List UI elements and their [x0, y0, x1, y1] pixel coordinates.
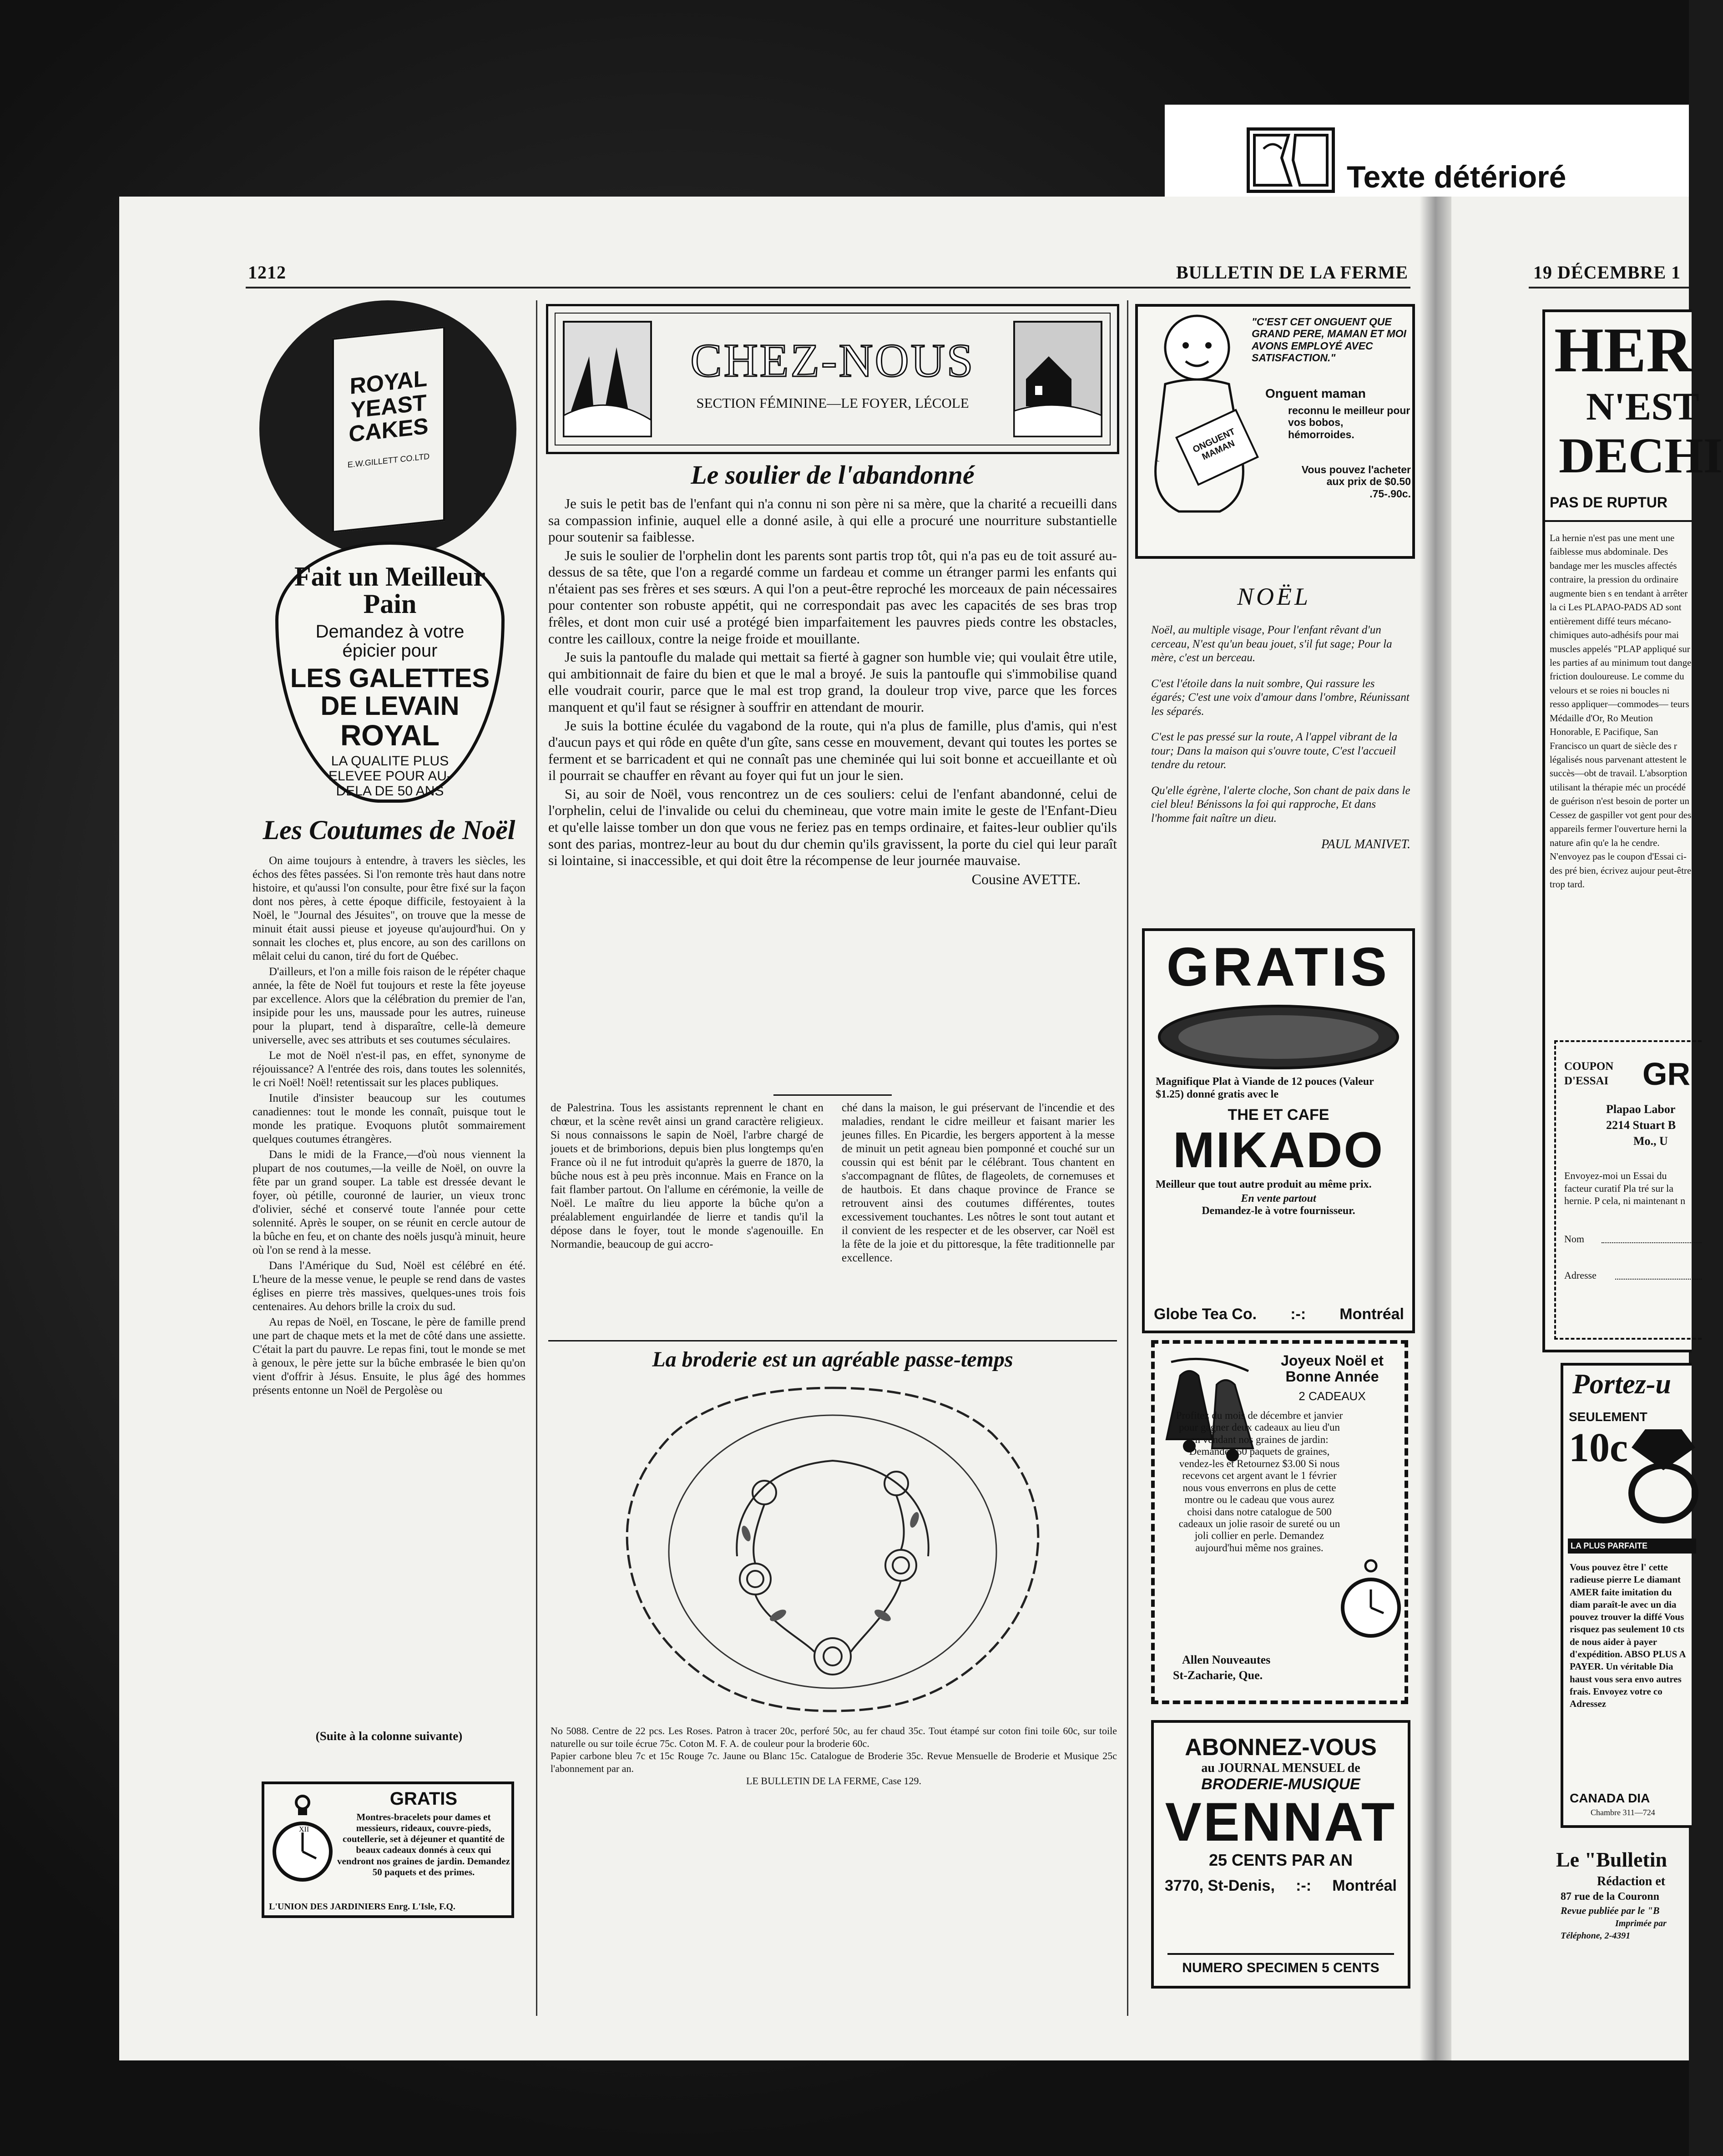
- bulletin-line: 87 rue de la Couronn: [1561, 1891, 1659, 1903]
- vennat-address: 3770, St-Denis,: [1165, 1877, 1275, 1894]
- pocket-watch-icon: [271, 1792, 334, 1897]
- hernie-title-2: N'EST: [1586, 385, 1699, 428]
- onguent-quote: "C'EST CET ONGUENT QUE GRAND PERE, MAMAN ET MOI AVONS EMPLOYÉ AVEC SATISFACTION.": [1252, 316, 1406, 364]
- portez-ad: [1561, 1363, 1692, 1828]
- gratis-watch-title: GRATIS: [389, 1789, 458, 1809]
- coupon-adresse-field[interactable]: [1615, 1279, 1702, 1280]
- royal-brand-1: LES GALETTES: [290, 663, 490, 693]
- joyeux-subtitle: 2 CADEAUX: [1299, 1389, 1366, 1403]
- vennat-city: Montréal: [1332, 1877, 1397, 1894]
- portez-company: CANADA DIA: [1570, 1791, 1650, 1805]
- vennat-separator: :-:: [1296, 1877, 1312, 1894]
- joyeux-city: St-Zacharie, Que.: [1173, 1669, 1263, 1682]
- hernie-title-3: DECHI: [1559, 428, 1723, 483]
- coutumes-paragraph: Inutile d'insister beaucoup sur les coutumes canadiennes: tout le monde les connaît, puisque tout le monde les pratique. Evoquons plutôt sommairement quelques coutumes étrangères.: [253, 1092, 525, 1145]
- royal-ad-egg: [275, 542, 505, 803]
- portez-band: LA PLUS PARFAITE: [1568, 1539, 1696, 1554]
- coutumes-paragraph: Le mot de Noël n'est-il pas, en effet, synonyme de réjouissance? A l'entrée des rois, dans toutes les solennités, le cri Noël! Noël! retentissait sur les places publiques.: [253, 1049, 525, 1089]
- vennat-line2: au JOURNAL MENSUEL de: [1201, 1761, 1360, 1775]
- royal-tagline: LA QUALITE PLUS ELEVEE POUR AU-DELA DE 50 ANS: [328, 753, 452, 799]
- hernie-ad: [1542, 309, 1723, 1352]
- mikado-sold: En vente partout: [1241, 1193, 1316, 1205]
- coutumes-paragraph: D'ailleurs, et l'on a mille fois raison de le répéter chaque année, la fête de Noël fut toujours et reste la fête joyeuse par excellence. Alors que la célébration du premier de l'an, insipide pour les uns, maussade pour les autres, ruineuse pour la plupart, tend à disparaître, celle-là demeure universelle, avec ses attributs et ses coutumes séculaires.: [253, 966, 525, 1046]
- bulletin-line: Revue publiée par le "B: [1561, 1905, 1660, 1916]
- soulier-article: [548, 460, 1117, 1092]
- gratis-watch-ad: [262, 1781, 514, 1918]
- damaged-page-icon: [1247, 127, 1335, 193]
- hernie-title-1: HER: [1554, 315, 1693, 385]
- column-divider: [1127, 300, 1128, 2016]
- mikado-gratis-title: GRATIS: [1166, 936, 1391, 997]
- coutumes-title: Les Coutumes de Noël: [263, 815, 515, 845]
- publication-name: BULLETIN DE LA FERME: [1176, 262, 1409, 283]
- header-rule-right: [1529, 287, 1689, 288]
- bulletin-line: Téléphone, 2-4391: [1561, 1931, 1631, 1941]
- column-divider: [536, 300, 537, 2016]
- noel-poem: [1137, 582, 1410, 919]
- mikado-offer: Magnifique Plat à Viande de 12 pouces (Valeur $1.25) donné gratis avec le: [1156, 1076, 1374, 1100]
- onguent-maman-ad: [1135, 304, 1415, 559]
- broderie-caption-supplies: Papier carbone bleu 7c et 15c Rouge 7c. Jaune ou Blanc 15c. Catalogue de Broderie 35c. Revue Mensuelle de Broderie et Musique 25c l'abonnement par an.: [551, 1750, 1117, 1774]
- broderie-title: La broderie est un agréable passe-temps: [652, 1347, 1013, 1372]
- mikado-product: THE ET CAFE: [1228, 1106, 1329, 1124]
- diamond-ring-icon: [1627, 1416, 1700, 1525]
- portez-seulement: SEULEMENT: [1569, 1410, 1647, 1424]
- poem-stanza: Qu'elle égrène, l'alerte cloche, Son chant de paix dans le ciel bleu! Bénissons la foi qui rapproche, Et dans l'homme fait naître un dieu.: [1151, 784, 1410, 825]
- coutumes-body: [253, 854, 525, 1397]
- vennat-line3: BRODERIE-MUSIQUE: [1201, 1776, 1360, 1793]
- soulier-signature: Cousine AVETTE.: [971, 870, 1081, 887]
- royal-headline: Fait un Meilleur Pain: [294, 562, 485, 619]
- coutumes-paragraph: On aime toujours à entendre, à travers les siècles, les échos des fêtes passées. Si l'on remonte très haut dans notre histoire, et qu'aussi l'on consulte, pour être fixé sur la façon dont nos pères, à cette époque difficile, festoyaient à la Noël, le "Journal des Jésuites", on trouve que la messe de minuit était aussi pieuse et joyeuse qu'aujourd'hui. On y sonnait les cloches et, plus encore, au son des carillons on mêlait celui du canon, tiré du fort de Québec.: [253, 855, 525, 962]
- meat-platter-icon: [1156, 1003, 1401, 1071]
- hernie-text: La hernie n'est pas une ment une faiblesse mus abdominale. Des bandage mer les muscles affectés contraire, la pression du ordinaire augmente bien s en tendant à arrêter la ci Les PLAPAO-PADS AD sont entièrement diffé teurs mécano-chimiques auto-adhésifs pour mai muscles appelés "PLAP appliqué sur les parties af au minimum tout dange friction douloureuse. Le comme du velours et se roies ni boucles ni resso appliquer—commodes— teurs Médaille d'Or, Ro Meution Honorable, E Pacifique, San Francisco un quart de siècle des r légalisés nous parvenant attestent le succès—obt de travail. L'absorption utilisant la thérapie méc un procédé de guérison n'est besoin de porter un Cessez de gaspiller vot gent pour des appareils fermer l'ouverture herni la nature afin qu'e la he cendre. N'envoyez pas le coupon d'Essai ci-des pré bien, écrivez aujour peut-être trop tard.: [1550, 532, 1692, 890]
- coupon-nom-label: Nom: [1564, 1233, 1584, 1245]
- jar-label: ONGUENT MAMAN: [1191, 426, 1237, 462]
- coutumes-article: [253, 815, 525, 1720]
- joyeux-noel-ad: [1151, 1340, 1408, 1704]
- chez-nous-title: CHEZ-NOUS: [690, 334, 975, 387]
- bulletin-line: Rédaction et: [1597, 1874, 1666, 1888]
- joyeux-title: Joyeux Noël et Bonne Année: [1281, 1352, 1384, 1385]
- soulier-paragraph: Si, au soir de Noël, vous rencontrez un de ces souliers: celui de l'enfant abandonné, celui de l'orphelin, celui de l'invalide ou celui du chemineau, que votre main imite le geste de l'Enfant-Dieu et qu'elle laisse tomber un don que vous ne feriez pas en temps ordinaire, et faites-leur oublier qu'ils sont des parias, montrez-leur au bout du dur chemin qu'ils gravissent, la porte du ciel qui leur paraît si lointaine, si inaccessible, et qui doit être la récompense de leur journée mauvaise.: [548, 785, 1117, 869]
- mikado-ask: Demandez-le à votre fournisseur.: [1202, 1205, 1355, 1217]
- coupon-text: Envoyez-moi un Essai du facteur curatif Pla tré sur la hernie. P cela, ni maintenant n: [1564, 1170, 1686, 1206]
- hernie-subhead: PAS DE RUPTUR: [1550, 494, 1667, 511]
- mikado-brand: MIKADO: [1172, 1122, 1384, 1179]
- coupon-nom-field[interactable]: [1602, 1242, 1702, 1243]
- noel-poem-title: NOËL: [1237, 583, 1311, 610]
- coutumes-continuation-col2: ché dans la maison, le gui préservant de l'incendie et des maladies, rendant le cidre meilleur et faisant marier les jeunes filles. En Picardie, les bergers apportent à la messe de minuit un petit agneau bien pomponné et couché sur un coussin qui est bénit par le célébrant. Tous chantent en s'accompagnant de flûtes, de flageolets, de cornemuses et de hautbois. Et dans chaque province de France se retrouvent ainsi des coutumes différentes, toutes excessivement touchantes. Les nôtres le sont tout autant et il convient de les respecter et de les observer, car Noël est la fête de la joie et du pittoresque, la fête traditionnelle par excellence.: [842, 1102, 1115, 1264]
- soulier-title: Le soulier de l'abandonné: [691, 460, 975, 490]
- poem-stanza: C'est le pas pressé sur la route, A l'appel vibrant de la tour; Dans la maison qui s'ouvre toute, C'est l'accueil tendre du retour.: [1151, 731, 1398, 771]
- coupon-adresse-label: Adresse: [1564, 1270, 1597, 1281]
- svg-text:XII: XII: [299, 1826, 309, 1833]
- bulletin-line: Imprimée par: [1615, 1918, 1667, 1928]
- soulier-paragraph: Je suis la bottine éculée du vagabond de la route, qui n'a plus de famille, plus d'amis, qui n'est d'aucun pays et qui rôde en quête d'un gîte, sans cesse en mouvement, devant qui toutes les portes se ferment et se barricadent et qui ne connaît pas une cheminée qui lui soit bonne et accueillante et où il pourrait se chauffer en rêvant au foyer qui fut un jour le sien.: [548, 717, 1117, 784]
- royal-brand-3: ROYAL: [340, 719, 440, 752]
- royal-ask-grocer: Demandez à votre épicier pour: [315, 622, 465, 661]
- coupon-label-2: D'ESSAI: [1564, 1075, 1609, 1087]
- coutumes-continuation-col1: de Palestrina. Tous les assistants reprennent le chant en chœur, et la scène revêt ainsi un grand caractère religieux. Si nous connaissons le sapin de Noël, l'arbre chargé de jouets et de brimborions, depuis bien plus longtemps qu'en France où il ne fut introduit qu'après la guerre de 1870, la bûche nous est à peu près inconnue. Mais en France on la fait flamber partout. On l'allume en cérémonie, la veille de Noël. Le maître du lieu apporte la bûche qu'on a préalablement enguirlandée de lierre et tandis qu'il la dépose dans le foyer, tout le monde s'agenouille. En Normandie, beaucoup de gui accro-: [551, 1102, 824, 1250]
- onguent-price: Vous pouvez l'acheter aux prix de $0.50 .75-.90c.: [1301, 464, 1411, 500]
- page-number: 1212: [248, 262, 286, 283]
- broderie-caption-address: LE BULLETIN DE LA FERME, Case 129.: [746, 1775, 921, 1787]
- winter-scene-right-icon: [1012, 320, 1103, 438]
- coutumes-paragraph: Dans l'Amérique du Sud, Noël est célébré en été. L'heure de la messe venue, le peuple se rend dans de vastes églises en pierre très massives, quelques-unes trois fois centenaires. Au dehors brille la croix du sud.: [253, 1260, 525, 1313]
- poem-author: PAUL MANIVET.: [1321, 837, 1410, 851]
- portez-price: 10c: [1569, 1425, 1628, 1470]
- yeast-package: [332, 326, 445, 533]
- coutumes-paragraph: Dans le midi de la France,—d'où nous viennent la plupart de nos coutumes,—la veille de Noël, on ouvre la fête par un grand souper. La table est dressée devant le foyer, où pétille, couronné de laurier, un vieux tronc d'olivier, séché et conservé toute l'année pour cette solennité. Après le souper, on se réunit en cercle autour de la bûche en feu, et on chante des noëls jusqu'à minuit, heure où l'on se rend à la messe.: [253, 1149, 525, 1256]
- package-line-3: CAKES: [349, 413, 429, 447]
- deterioration-label: Texte détérioré: [1347, 160, 1566, 194]
- coupon-line: Mo., U: [1633, 1134, 1668, 1148]
- onguent-text: reconnu le meilleur pour vos bobos, hémorroides.: [1288, 405, 1410, 440]
- winter-scene-left-icon: [562, 320, 653, 438]
- poem-stanza: C'est l'étoile dans la nuit sombre, Qui rassure les égarés; C'est une voix d'amour dans l'ombre, Réunissant les séparés.: [1151, 677, 1410, 718]
- broderie-caption-prices: No 5088. Centre de 22 pcs. Les Roses. Patron à tracer 20c, perforé 50c, au fer chaud 35c. Tout étampé sur coton fini toile 60c, sur toile naturelle ou sur toile écrue 75c. Coton M. F. A. de couleur pour la broderie 60c.: [551, 1725, 1117, 1749]
- hernie-coupon: [1554, 1040, 1702, 1340]
- page-fold-shadow: [1420, 197, 1451, 2060]
- soulier-paragraph: Je suis la pantoufle du malade qui mettait sa fierté à gagner son humble vie; qui voulait être utile, qui ambitionnait de faire du bien et que le mal a broyé. Je suis la pantoufle qui s'immobilise quand elle voudrait courir, parce que le mal est trop grand, la douleur trop vive, parce que les forces manquent et qu'il faut se résigner à souffrir en attendant de mourir.: [548, 649, 1117, 715]
- portez-text: Vous pouvez être l' cette radieuse pierre Le diamant AMER faite imitation du diam paraît-le avec un dia pouvez trouver la diffé Vous risquez pas seulement 10 cts de nous aider à payer d'expédition. ABSO PLUS A PAYER. Un véritable Dia haust vous sera envo autres frais. Envoyez votre co Adressez: [1570, 1562, 1686, 1710]
- mikado-ad: [1142, 928, 1415, 1333]
- gratis-watch-text: Montres-bracelets pour dames et messieurs, rideaux, couvre-pieds, coutellerie, set à déjeuner et quantité de beaux cadeaux donnés à ceux qui vendront nos graines de jardin. Demandez 50 paquets et des primes.: [337, 1812, 510, 1878]
- mikado-company: Globe Tea Co.: [1154, 1306, 1257, 1323]
- soulier-paragraph: Je suis le petit bas de l'enfant qui n'a connu ni son père ni sa mère, que la charité a recueilli dans sa compassion infinie, auquel elle a donné asile, à qui elle a procuré une nourriture substantielle pour soutenir sa faiblesse.: [548, 496, 1117, 545]
- chez-nous-header: [546, 304, 1119, 454]
- coupon-label-1: COUPON: [1564, 1060, 1614, 1073]
- vennat-price: 25 CENTS PAR AN: [1208, 1851, 1353, 1869]
- chez-nous-subtitle: SECTION FÉMININE—LE FOYER, LÉCOLE: [696, 395, 969, 411]
- package-line-1: ROYAL: [349, 365, 428, 399]
- portez-title: Portez-u: [1572, 1369, 1671, 1400]
- coutumes-paragraph: Au repas de Noël, en Toscane, le père de famille prend une part de chaque mets et la met de côté dans une assiette. C'était la part du pauvre. Le repas fini, tout le monde se met à genoux, le père jette sur la bûche embrasée le bien qu'on vient d'offrir à Jésus. Ensuite, le plus âgé des hommes présents entonne un Noël de Pergolèse ou: [253, 1316, 525, 1397]
- pocket-watch-icon: [1339, 1558, 1403, 1649]
- coupon-line: 2214 Stuart B: [1606, 1118, 1676, 1132]
- coutumes-continued: (Suite à la colonne suivante): [315, 1729, 463, 1743]
- mikado-quality: Meilleur que tout autre produit au même prix.: [1156, 1178, 1372, 1190]
- embroidery-pattern-illustration: [619, 1383, 1046, 1716]
- package-maker: E.W.GILLETT CO.LTD: [347, 451, 430, 469]
- bulletin-info-box: [1556, 1847, 1689, 2002]
- joyeux-company: Allen Nouveautes: [1182, 1653, 1271, 1666]
- portez-company-address: Chambre 311—724: [1591, 1808, 1655, 1817]
- mikado-separator: :-:: [1290, 1306, 1306, 1323]
- vennat-specimen: NUMERO SPECIMEN 5 CENTS: [1167, 1953, 1394, 1976]
- gratis-watch-footer: L'UNION DES JARDINIERS Enrg. L'Isle, F.Q.: [269, 1902, 455, 1912]
- poem-stanza: Noël, au multiple visage, Pour l'enfant rêvant d'un cerceau, N'est qu'un beau jouet, s'il fut sage; Pour la mère, c'est un berceau.: [1151, 624, 1392, 664]
- bulletin-title: Le "Bulletin: [1556, 1848, 1667, 1871]
- vennat-line1: ABONNEZ-VOUS: [1185, 1734, 1377, 1761]
- royal-brand-2: DE LEVAIN: [320, 691, 460, 721]
- header-rule: [246, 287, 1410, 288]
- section-rule: [548, 1340, 1117, 1341]
- ornamental-rule: [773, 1094, 892, 1096]
- package-line-2: YEAST: [350, 389, 427, 423]
- issue-date: 19 DÉCEMBRE 1: [1533, 262, 1681, 283]
- onguent-brand: Onguent maman: [1265, 386, 1366, 400]
- vennat-ad: [1151, 1720, 1410, 1989]
- royal-yeast-ad: [255, 300, 523, 801]
- mikado-city: Montréal: [1339, 1306, 1404, 1323]
- coupon-line: Plapao Labor: [1606, 1103, 1676, 1116]
- joyeux-text: Profitez du mois de décembre et janvier pour gagner deux cadeaux au lieu d'un en vendant nos graines de jardin: Demandez 50 paquets de graines, vendez-les et Retournez $3.00 Si nous recevons cet argent avant le 1 février nous vous enverrons en plus de cette montre ou le cadeau que vous aurez choisi dans notre catalogue de 500 cadeaux un jolie rasoir de sureté ou un joli collier en perle. Demandez aujourd'hui même nos graines.: [1176, 1410, 1343, 1554]
- vennat-brand: VENNAT: [1165, 1792, 1397, 1852]
- baby-illustration: [1142, 311, 1261, 521]
- soulier-paragraph: Je suis le soulier de l'orphelin dont les parents sont partis trop tôt, qui n'a pas eu de toit assuré au-dessus de sa tête, que l'on a regardé comme un fardeau et comme un étranger parmi les enfants qui n'étaient pas ses frères et ses sœurs. A qui l'on a peut-être reproché les morceaux de pain nécessaires pour contenter son robuste appétit, qui ne correspondait pas avec les capacités de ses bras trop frêles, et dont mon cuir usé a protégé bien imparfaitement les pauvres pieds contre les obstacles, contre les cailloux, contre la neige froide et mouillante.: [548, 547, 1117, 647]
- coupon-brand: GR: [1642, 1056, 1690, 1092]
